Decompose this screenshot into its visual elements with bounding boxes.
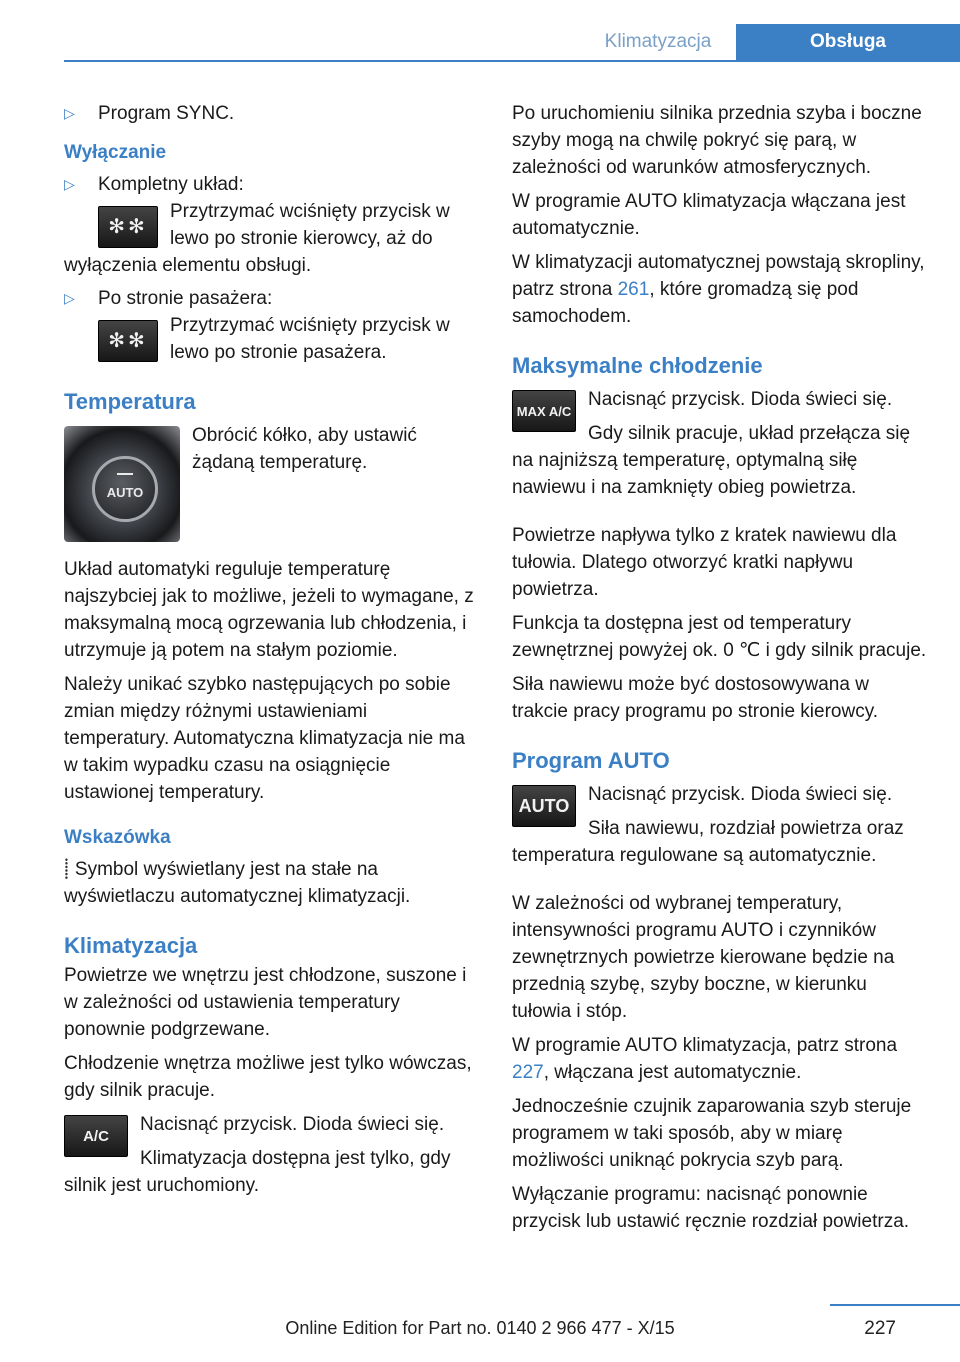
hint-paragraph: ⸽ Symbol wyświetlany jest na stałe na wyświetlaczu automatycznej klimatyzacji. [64, 859, 411, 907]
page-link-261[interactable]: 261 [617, 279, 650, 300]
ac-paragraph-2: Chłodzenie wnętrza możliwe jest tylko wówczas, gdy silnik pracuje. [64, 1053, 472, 1101]
ac-button-icon: A/C [64, 1115, 128, 1157]
temperature-heading: Temperatura [64, 389, 196, 414]
header-chapter-tab: Obsługa [736, 24, 960, 60]
ac-symbol-icon: ⸽ [64, 859, 69, 880]
right-paragraph-3: W klimatyzacji automatycznej powstają skropliny, patrz strona 261, które gromadzą się pod samochodem. [512, 252, 925, 327]
max-ac-button-icon: MAX A/C [512, 390, 576, 432]
auto-paragraph-4: Jednocześnie czujnik zaparowania szyb steruje programem w taki sposób, aby w miarę możliwości uniknąć pokrycia szyb parą. [512, 1096, 912, 1171]
temperature-paragraph-2: Należy unikać szybko następujących po sobie zmian między różnymi ustawieniami temperatury. Automatyczna klimatyzacja nie ma w takim wypadku czasu na osiągnięcie ustawionej temperatury. [64, 674, 465, 803]
left-column [64, 100, 477, 1206]
off-item-full: ▷ Kompletny układ: ✻✻ Przytrzymać wciśnięty przycisk w lewo po stronie kierowcy, aż do wyłączenia elementu obsługi. [64, 171, 477, 279]
auto-button-icon: AUTO [512, 785, 576, 827]
max-paragraph-3: Funkcja ta dostępna jest od temperatury zewnętrznej powyżej ok. 0 ℃ i gdy silnik pracuje. [512, 613, 927, 661]
max-paragraph-1: Gdy silnik pracuje, układ przełącza się na najniższą temperaturę, optymalną siłę nawiewu i na zamknięty obieg powietrza. [512, 423, 911, 498]
bullet-marker-icon: ▷ [64, 105, 75, 121]
right-paragraph-2: W programie AUTO klimatyzacja włączana jest automatycznie. [512, 191, 906, 239]
page-link-227[interactable]: 227 [512, 1062, 544, 1083]
auto-paragraph-1: Siła nawiewu, rozdział powietrza oraz temperatura regulowane są automatycznie. [512, 818, 904, 866]
off-item-passenger-text: Przytrzymać wciśnięty przycisk w lewo po stronie pasażera. [170, 315, 450, 363]
bullet-marker-icon: ▷ [64, 176, 75, 192]
footer-rule [830, 1304, 960, 1306]
temperature-paragraph-1: Układ automatyki reguluje temperaturę najszybciej jak to możliwe, jeżeli to wymagane, z maksymalną mocą ogrzewania lub chłodzenia, i utrzymuje ją potem na stałym poziomie. [64, 559, 474, 661]
off-item-full-text: Przytrzymać wciśnięty przycisk w lewo po stronie kierowcy, aż do wyłączenia elementu obsługi. [64, 201, 450, 276]
ac-press-instruction: Nacisnąć przycisk. Dioda świeci się. [140, 1114, 445, 1135]
fan-off-button-icon: ✻✻ [98, 206, 158, 248]
auto-paragraph-5: Wyłączanie programu: nacisnąć ponownie przycisk lub ustawić ręcznie rozdział powietrza. [512, 1184, 910, 1232]
ac-paragraph-3: Klimatyzacja dostępna jest tylko, gdy silnik jest uruchomiony. [64, 1148, 451, 1196]
max-paragraph-2: Powietrze napływa tylko z kratek nawiewu dla tułowia. Dlatego otworzyć kratki napływu powietrza. [512, 525, 897, 600]
max-press-instruction: Nacisnąć przycisk. Dioda świeci się. [588, 389, 893, 410]
off-heading: Wyłączanie [64, 142, 167, 163]
right-column [512, 100, 927, 1242]
footer-edition: Online Edition for Part no. 0140 2 966 477 - X/15 [285, 1318, 675, 1338]
off-item-passenger: ▷ Po stronie pasażera: ✻✻ Przytrzymać wciśnięty przycisk w lewo po stronie pasażera. [64, 285, 477, 366]
max-paragraph-4: Siła nawiewu może być dostosowywana w trakcie pracy programu po stronie kierowcy. [512, 674, 879, 722]
bullet-sync: ▷ Program SYNC. [64, 100, 477, 127]
auto-program-heading: Program AUTO [512, 748, 670, 773]
temperature-instruction: Obrócić kółko, aby ustawić żądaną temperaturę. [192, 425, 417, 473]
right-paragraph-1: Po uruchomieniu silnika przednia szyba i boczne szyby mogą na chwilę pokryć się parą, w zależności od warunków atmosferycznych. [512, 103, 922, 178]
knob-label: AUTO [106, 484, 144, 500]
bullet-marker-icon: ▷ [64, 290, 75, 306]
ac-paragraph-1: Powietrze we wnętrzu jest chłodzone, suszone i w zależności od ustawienia temperatury ponownie podgrzewane. [64, 965, 467, 1040]
fan-off-button-icon: ✻✻ [98, 320, 158, 362]
auto-paragraph-3: W programie AUTO klimatyzacja, patrz strona 227, włączana jest automatycznie. [512, 1035, 898, 1083]
header-rule [64, 60, 960, 62]
header-section-title: Klimatyzacja [604, 31, 712, 52]
page-number: 227 [864, 1318, 896, 1339]
auto-press-instruction: Nacisnąć przycisk. Dioda świeci się. [588, 784, 893, 805]
max-cooling-heading: Maksymalne chłodzenie [512, 353, 763, 378]
auto-paragraph-2: W zależności od wybranej temperatury, intensywności programu AUTO i czynników zewnętrznych powietrze kierowane będzie na przednią szybę, szyby boczne, w kierunku tułowia i stóp. [512, 893, 895, 1022]
hint-heading: Wskazówka [64, 827, 171, 848]
ac-heading: Klimatyzacja [64, 933, 198, 958]
temperature-knob-image [64, 426, 180, 542]
